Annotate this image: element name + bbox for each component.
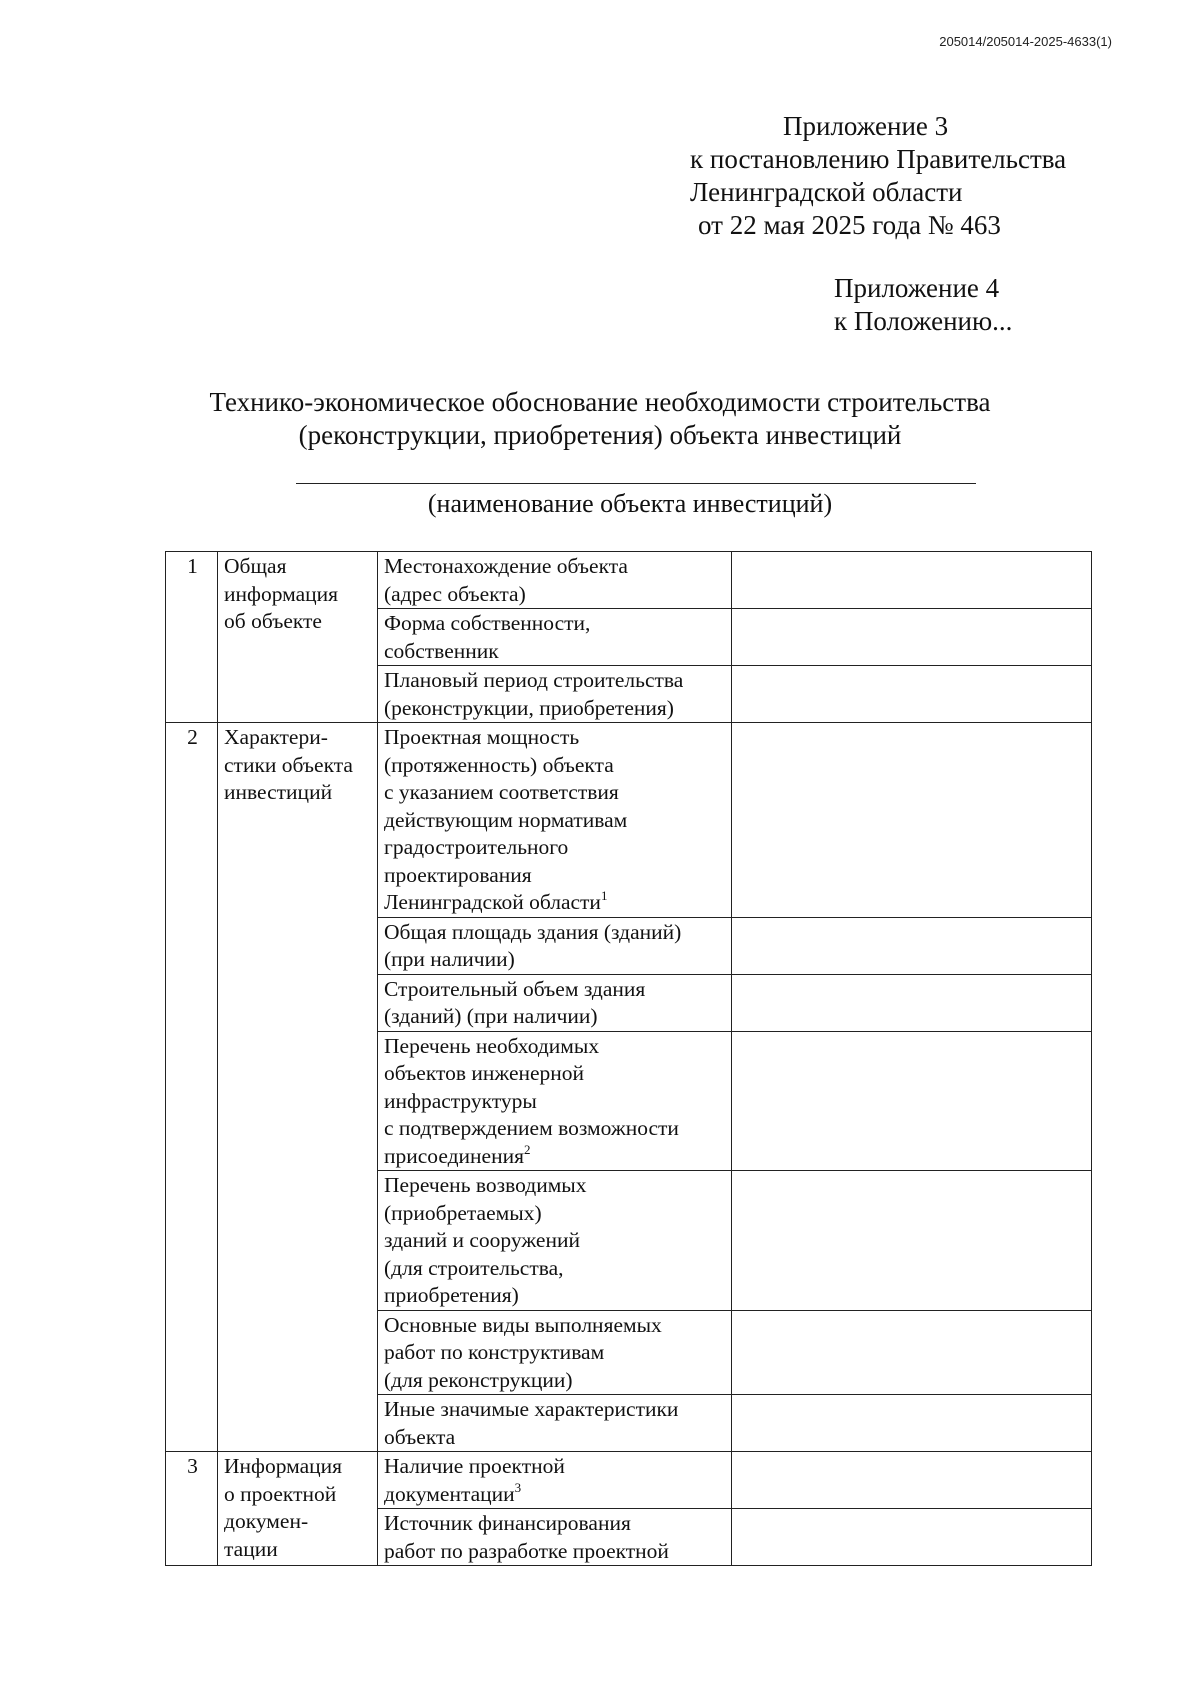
parameter-line bbox=[384, 581, 727, 609]
parameter-line bbox=[384, 946, 727, 974]
footnote-marker: 3 bbox=[514, 1479, 522, 1495]
parameter-cell bbox=[378, 666, 732, 723]
parameter-text: с указанием соответствия bbox=[384, 780, 619, 804]
parameter-cell bbox=[378, 1452, 732, 1509]
parameter-line bbox=[384, 752, 727, 780]
parameter-cell bbox=[378, 552, 732, 609]
section-number: 3 bbox=[166, 1452, 218, 1566]
parameter-line bbox=[384, 724, 727, 752]
parameter-text: Перечень необходимых bbox=[384, 1033, 600, 1058]
appendix-main-line: Приложение 3 bbox=[783, 111, 949, 141]
parameter-line bbox=[384, 779, 727, 807]
parameter-line bbox=[384, 638, 727, 666]
parameter-text: градостроительного bbox=[384, 835, 569, 859]
value-cell[interactable] bbox=[732, 609, 1092, 666]
parameter-text: Иные значимые характеристики bbox=[384, 1397, 679, 1421]
parameter-text: Плановый период строительства bbox=[384, 668, 684, 692]
parameter-cell bbox=[378, 609, 732, 666]
parameter-text: приобретения) bbox=[384, 1283, 519, 1307]
parameter-line bbox=[384, 1115, 727, 1143]
parameter-text: присоединения bbox=[384, 1143, 524, 1168]
parameter-line bbox=[384, 834, 727, 862]
parameter-text: собственник bbox=[384, 638, 499, 663]
parameter-text: (зданий) (при наличии) bbox=[384, 1004, 598, 1028]
parameter-line bbox=[384, 1538, 727, 1566]
parameter-line bbox=[384, 1255, 727, 1283]
parameter-line bbox=[384, 1060, 727, 1088]
table-body bbox=[166, 552, 1092, 1566]
parameter-text: Строительный объем здания bbox=[384, 976, 646, 1001]
section-name bbox=[218, 1452, 378, 1566]
appendix-main-line: к постановлению Правительства bbox=[690, 144, 1067, 174]
value-cell[interactable] bbox=[732, 552, 1092, 609]
investment-object-table bbox=[165, 551, 1092, 1566]
parameter-text: зданий и сооружений bbox=[384, 1228, 580, 1252]
section-name-line: о проектной bbox=[224, 1481, 337, 1506]
object-name-blank-line bbox=[296, 483, 976, 484]
parameter-line bbox=[384, 919, 727, 947]
parameter-line bbox=[384, 1282, 727, 1310]
parameter-cell bbox=[378, 1509, 732, 1566]
parameter-line bbox=[384, 1033, 727, 1061]
parameter-text: (адрес объекта) bbox=[384, 581, 526, 606]
value-cell[interactable] bbox=[732, 1509, 1092, 1566]
parameter-line bbox=[384, 1339, 727, 1367]
appendix-main-line: Ленинградской области bbox=[690, 177, 963, 207]
parameter-line bbox=[384, 1172, 727, 1200]
parameter-text: Ленинградской области bbox=[384, 890, 601, 914]
value-cell[interactable] bbox=[732, 1171, 1092, 1311]
section-number: 2 bbox=[166, 723, 218, 1452]
parameter-text: объекта bbox=[384, 1424, 456, 1449]
parameter-line bbox=[384, 553, 727, 581]
parameter-text: Источник финансирования bbox=[384, 1511, 631, 1535]
parameter-line bbox=[384, 1510, 727, 1538]
value-cell[interactable] bbox=[732, 723, 1092, 918]
table-row bbox=[166, 552, 1092, 609]
parameter-text: (реконструкции, приобретения) bbox=[384, 695, 674, 720]
footnote-marker: 1 bbox=[600, 888, 608, 903]
parameter-text: (протяженность) объекта bbox=[384, 752, 614, 777]
table-row bbox=[166, 1452, 1092, 1509]
parameter-text: (для строительства, bbox=[384, 1255, 564, 1280]
parameter-line bbox=[384, 667, 727, 695]
section-name-line: Информация bbox=[224, 1454, 343, 1478]
parameter-line bbox=[384, 1227, 727, 1255]
parameter-line bbox=[384, 1481, 727, 1509]
value-cell[interactable] bbox=[732, 1031, 1092, 1171]
parameter-text: работ по конструктивам bbox=[384, 1340, 605, 1364]
section-name-line: Характери- bbox=[224, 725, 328, 749]
appendix-main-block bbox=[690, 110, 1120, 242]
parameter-text: инфраструктуры bbox=[384, 1088, 537, 1113]
section-name-line: информация bbox=[224, 581, 339, 606]
section-name-line: инвестиций bbox=[224, 780, 333, 804]
value-cell[interactable] bbox=[732, 974, 1092, 1031]
section-name-line: стики объекта bbox=[224, 752, 353, 777]
parameter-text: (приобретаемых) bbox=[384, 1200, 542, 1225]
parameter-text: Основные виды выполняемых bbox=[384, 1312, 662, 1337]
parameter-line bbox=[384, 976, 727, 1004]
parameter-text: работ по разработке проектной bbox=[384, 1538, 669, 1563]
document-title-line: Технико-экономическое обоснование необходимости строительства bbox=[209, 387, 991, 417]
parameter-cell bbox=[378, 1031, 732, 1171]
parameter-line bbox=[384, 1312, 727, 1340]
parameter-line bbox=[384, 695, 727, 723]
parameter-cell bbox=[378, 1395, 732, 1452]
section-name-line: Общая bbox=[224, 554, 287, 578]
section-number: 1 bbox=[166, 552, 218, 723]
parameter-text: Проектная мощность bbox=[384, 725, 580, 749]
parameter-cell bbox=[378, 723, 732, 918]
appendix-main-line: от 22 мая 2025 года № 463 bbox=[698, 210, 1001, 240]
document-id: 205014/205014-2025-4633(1) bbox=[939, 34, 1112, 49]
parameter-cell bbox=[378, 974, 732, 1031]
appendix-sub-line: к Положению... bbox=[834, 306, 1013, 336]
parameter-text: Наличие проектной bbox=[384, 1454, 565, 1478]
parameter-text: действующим нормативам bbox=[384, 807, 628, 832]
section-name bbox=[218, 552, 378, 723]
parameter-cell bbox=[378, 1171, 732, 1311]
parameter-text: Местонахождение объекта bbox=[384, 554, 628, 578]
parameter-cell bbox=[378, 917, 732, 974]
parameter-line bbox=[384, 1396, 727, 1424]
value-cell[interactable] bbox=[732, 1310, 1092, 1395]
document-title bbox=[0, 386, 1200, 452]
section-name-line: тации bbox=[224, 1536, 278, 1561]
parameter-line bbox=[384, 1143, 727, 1171]
parameter-line bbox=[384, 1453, 727, 1481]
parameter-line bbox=[384, 862, 727, 890]
parameter-line bbox=[384, 1367, 727, 1395]
section-name-line: об объекте bbox=[224, 609, 322, 633]
parameter-line bbox=[384, 1200, 727, 1228]
parameter-line bbox=[384, 1424, 727, 1452]
parameter-line bbox=[384, 1003, 727, 1031]
section-name-line: докумен- bbox=[224, 1509, 309, 1533]
parameter-text: проектирования bbox=[384, 862, 532, 887]
parameter-line bbox=[384, 610, 727, 638]
appendix-sub-block bbox=[834, 272, 1012, 338]
parameter-text: объектов инженерной bbox=[384, 1061, 585, 1085]
parameter-line bbox=[384, 807, 727, 835]
object-name-caption: (наименование объекта инвестиций) bbox=[427, 489, 833, 518]
parameter-text: документации bbox=[384, 1481, 515, 1506]
parameter-text: Перечень возводимых bbox=[384, 1173, 587, 1197]
appendix-sub-line: Приложение 4 bbox=[834, 273, 1000, 303]
parameter-text: (при наличии) bbox=[384, 947, 515, 971]
parameter-text: (для реконструкции) bbox=[384, 1367, 573, 1392]
parameter-text: Общая площадь здания (зданий) bbox=[384, 919, 682, 944]
parameter-text: с подтверждением возможности bbox=[384, 1116, 679, 1140]
section-name bbox=[218, 723, 378, 1452]
table-row bbox=[166, 723, 1092, 918]
value-cell[interactable] bbox=[732, 666, 1092, 723]
footnote-marker: 2 bbox=[523, 1141, 531, 1157]
document-title-line: (реконструкции, приобретения) объекта инвестиций bbox=[298, 420, 902, 450]
parameter-line bbox=[384, 889, 727, 917]
value-cell[interactable] bbox=[732, 1395, 1092, 1452]
parameter-text: Форма собственности, bbox=[384, 611, 591, 635]
value-cell[interactable] bbox=[732, 917, 1092, 974]
parameter-line bbox=[384, 1088, 727, 1116]
value-cell[interactable] bbox=[732, 1452, 1092, 1509]
parameter-cell bbox=[378, 1310, 732, 1395]
